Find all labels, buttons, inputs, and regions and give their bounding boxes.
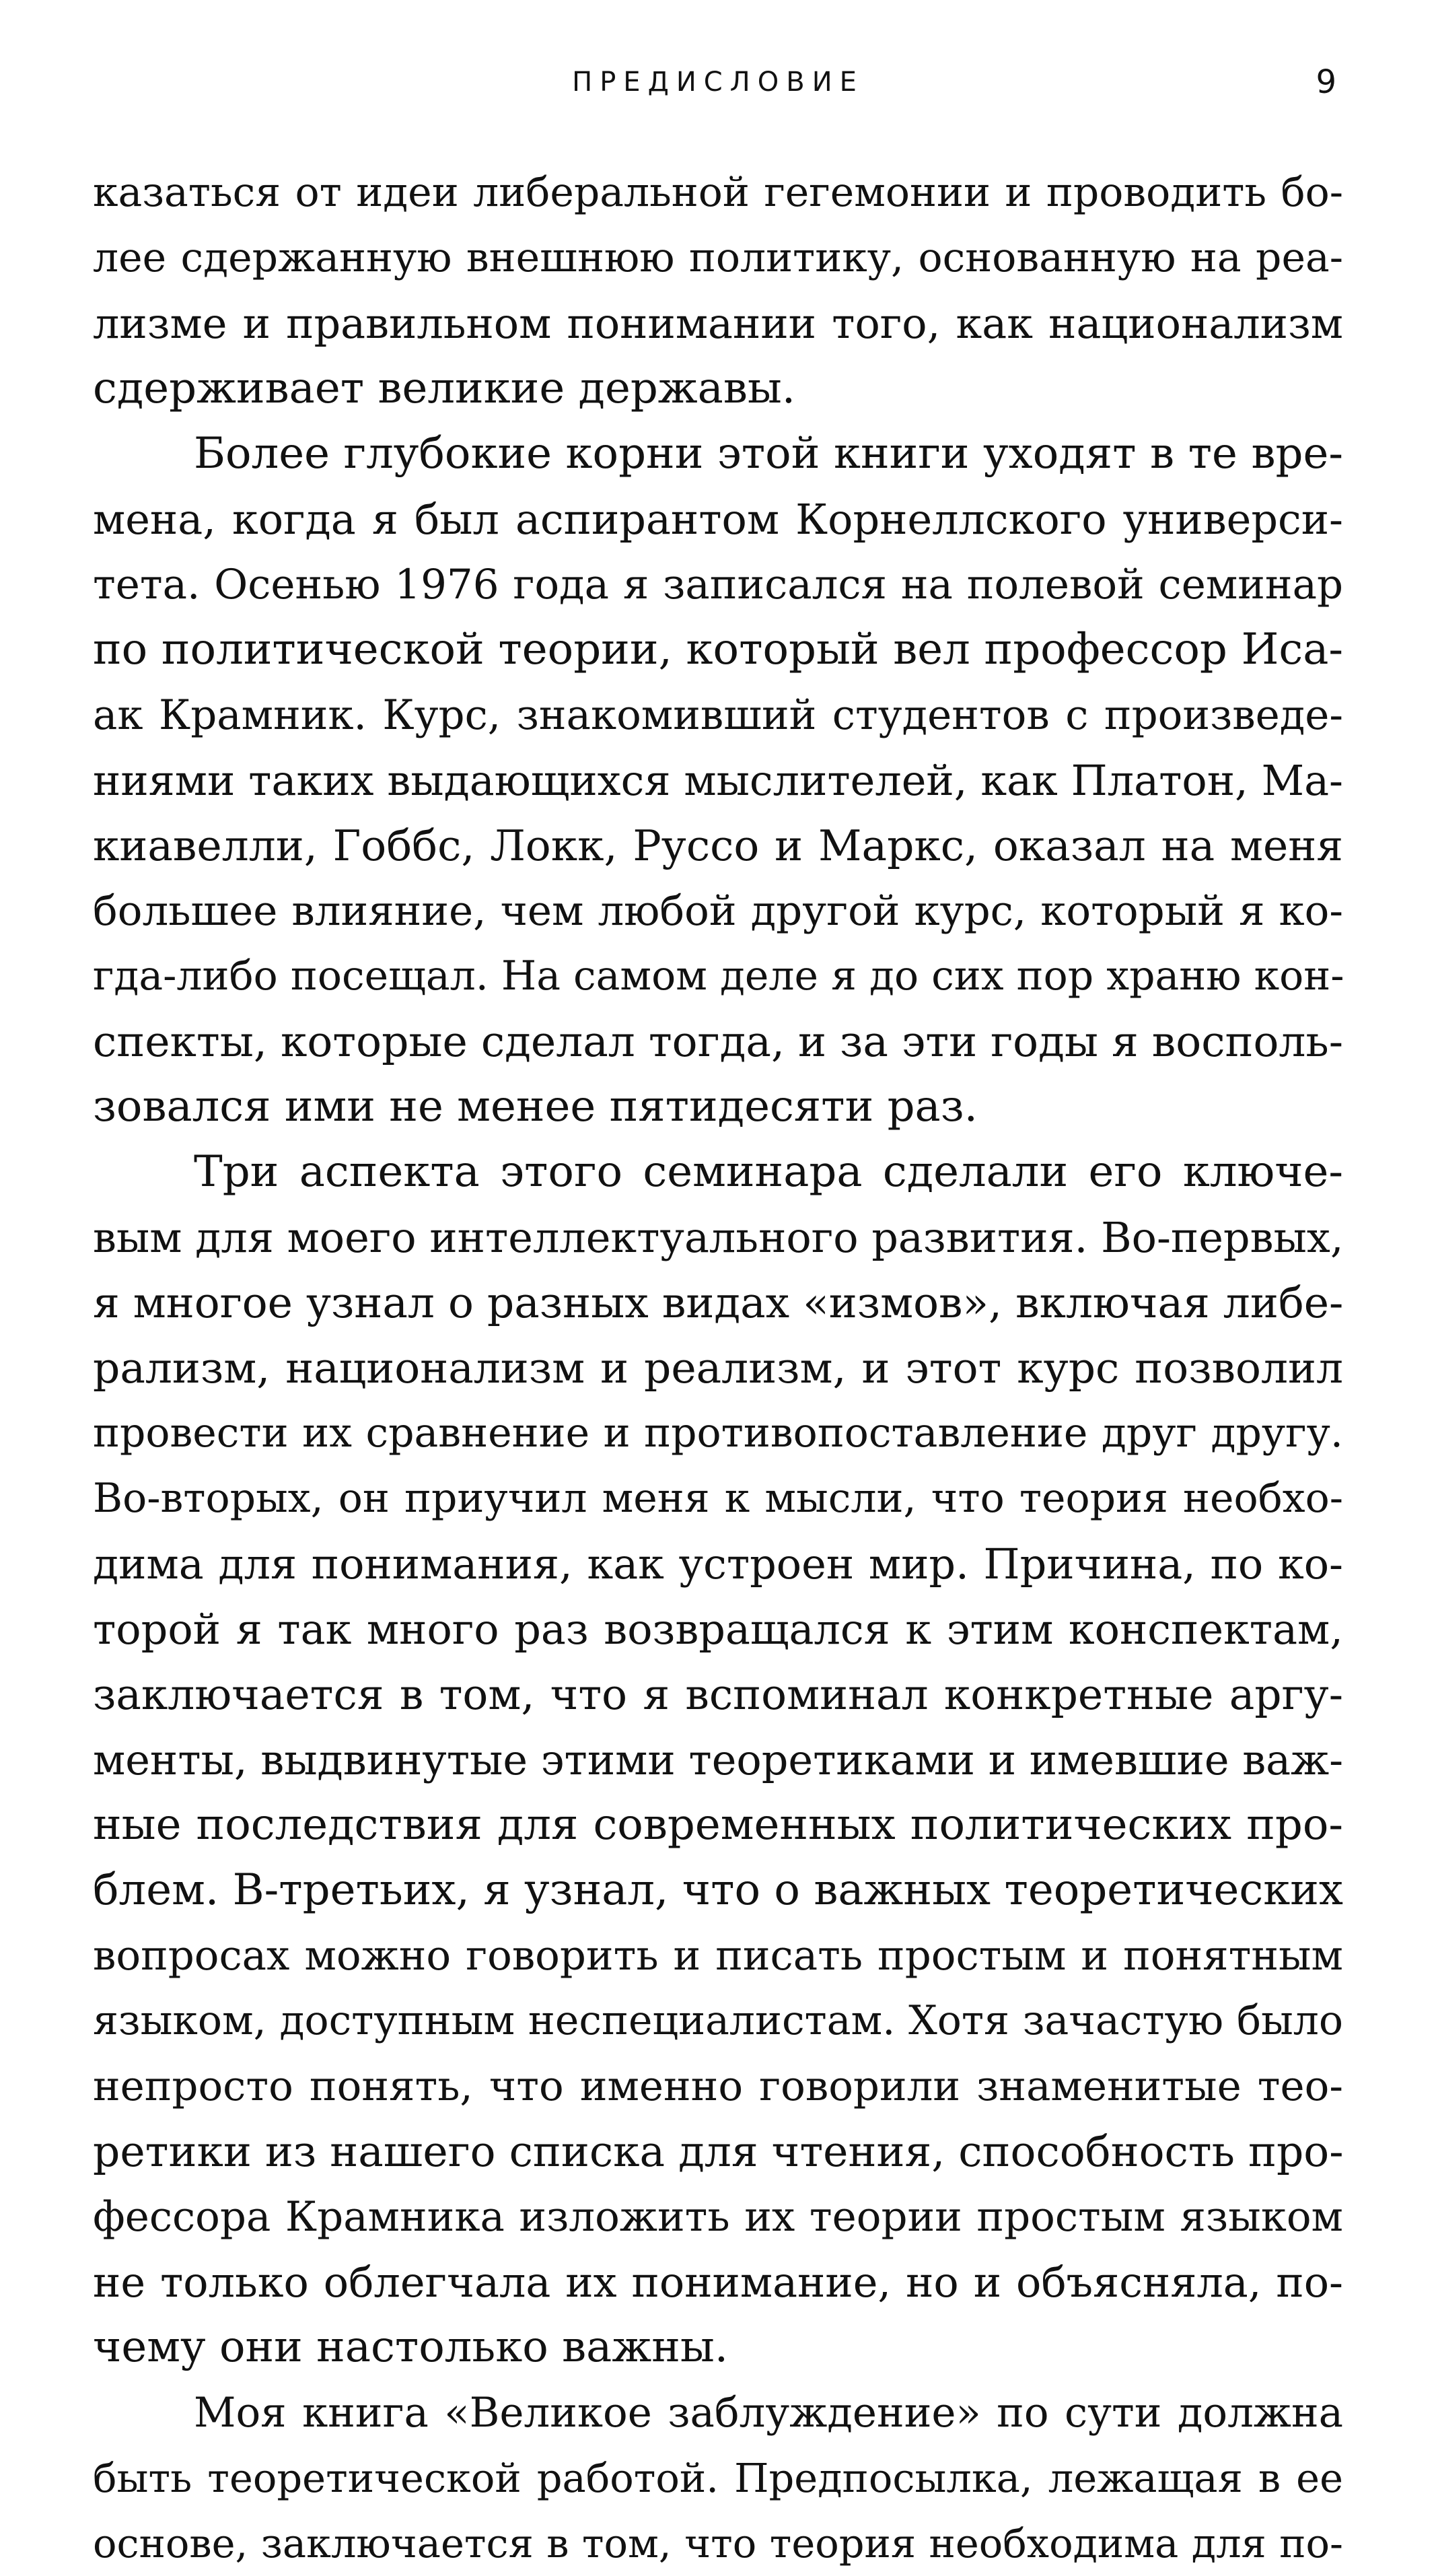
text-line: менты, выдвинутые этими теоретиками и имевшие важ-: [93, 1735, 1344, 1784]
text-line: лизме и правильном понимании того, как национализм: [93, 299, 1343, 348]
text-line: зовался ими не менее пятидесяти раз.: [93, 1082, 978, 1132]
text-line: основе, заключается в том, что теория необходима для по-: [93, 2520, 1343, 2567]
text-line: рализм, национализм и реализм, и этот курс позволил: [93, 1344, 1343, 1393]
text-line: быть теоретической работой. Предпосылка, лежащая в ее: [93, 2455, 1343, 2501]
text-line: торой я так много раз возвращался к этим конспектам,: [93, 1605, 1343, 1654]
text-line: мена, когда я был аспирантом Корнеллского универси-: [93, 495, 1343, 544]
text-line: большее влияние, чем любой другой курс, который я ко-: [93, 887, 1343, 935]
text-line: Более глубокие корни этой книги уходят в те вре-: [194, 429, 1343, 479]
text-line: вопросах можно говорить и писать простым и понятным: [93, 1932, 1343, 1980]
text-line: чему они настолько важны.: [93, 2322, 729, 2372]
text-line: сдерживает великие державы.: [93, 363, 796, 413]
text-line: провести их сравнение и противопоставление друг другу.: [93, 1409, 1343, 1457]
text-line: тета. Осенью 1976 года я записался на полевой семинар: [93, 561, 1343, 608]
text-line: языком, доступным неспециалистам. Хотя зачастую было: [93, 1997, 1343, 2044]
text-line: Моя книга «Великое заблуждение» по сути должна: [194, 2389, 1343, 2437]
page-number: 9: [1316, 63, 1336, 101]
running-title: ПРЕДИСЛОВИЕ: [572, 67, 864, 98]
text-line: по политической теории, который вел профессор Иса-: [93, 625, 1343, 674]
text-line: спекты, которые сделал тогда, и за эти годы я восполь-: [93, 1017, 1344, 1066]
text-line: фессора Крамника изложить их теории простым языком: [93, 2193, 1343, 2241]
text-line: блем. В-третьих, я узнал, что о важных теоретических: [93, 1865, 1343, 1915]
body-text: [93, 160, 1343, 2576]
text-line: заключается в том, что я вспоминал конкретные аргу-: [93, 1670, 1343, 1719]
text-line: не только облегчала их понимание, но и объясняла, по-: [93, 2258, 1343, 2307]
text-line: Во-вторых, он приучил меня к мысли, что теория необхо-: [93, 1475, 1343, 1522]
text-line: гда-либо посещал. На самом деле я до сих пор храню кон-: [93, 952, 1344, 1000]
text-line: лее сдержанную внешнюю политику, основанную на реа-: [93, 234, 1343, 281]
text-line: ак Крамник. Курс, знакомивший студентов с произведе-: [93, 691, 1343, 739]
text-line: дима для понимания, как устроен мир. Причина, по ко-: [93, 1539, 1343, 1589]
text-line: непросто понять, что именно говорили знаменитые тео-: [93, 2062, 1343, 2110]
text-line: ниями таких выдающихся мыслителей, как Платон, Ма-: [93, 756, 1343, 805]
text-line: Три аспекта этого семинара сделали его ключе-: [194, 1147, 1343, 1197]
text-line: киавелли, Гоббс, Локк, Руссо и Маркс, оказал на меня: [93, 821, 1343, 870]
text-line: вым для моего интеллектуального развития. Во-первых,: [93, 1213, 1344, 1262]
running-head: [0, 62, 1436, 109]
text-line: казаться от идеи либеральной гегемонии и проводить бо-: [93, 169, 1343, 216]
text-line: ные последствия для современных политических про-: [93, 1800, 1343, 1850]
text-line: я многое узнал о разных видах «измов», включая либе-: [93, 1278, 1344, 1327]
text-line: ретики из нашего списка для чтения, способность про-: [93, 2127, 1344, 2176]
